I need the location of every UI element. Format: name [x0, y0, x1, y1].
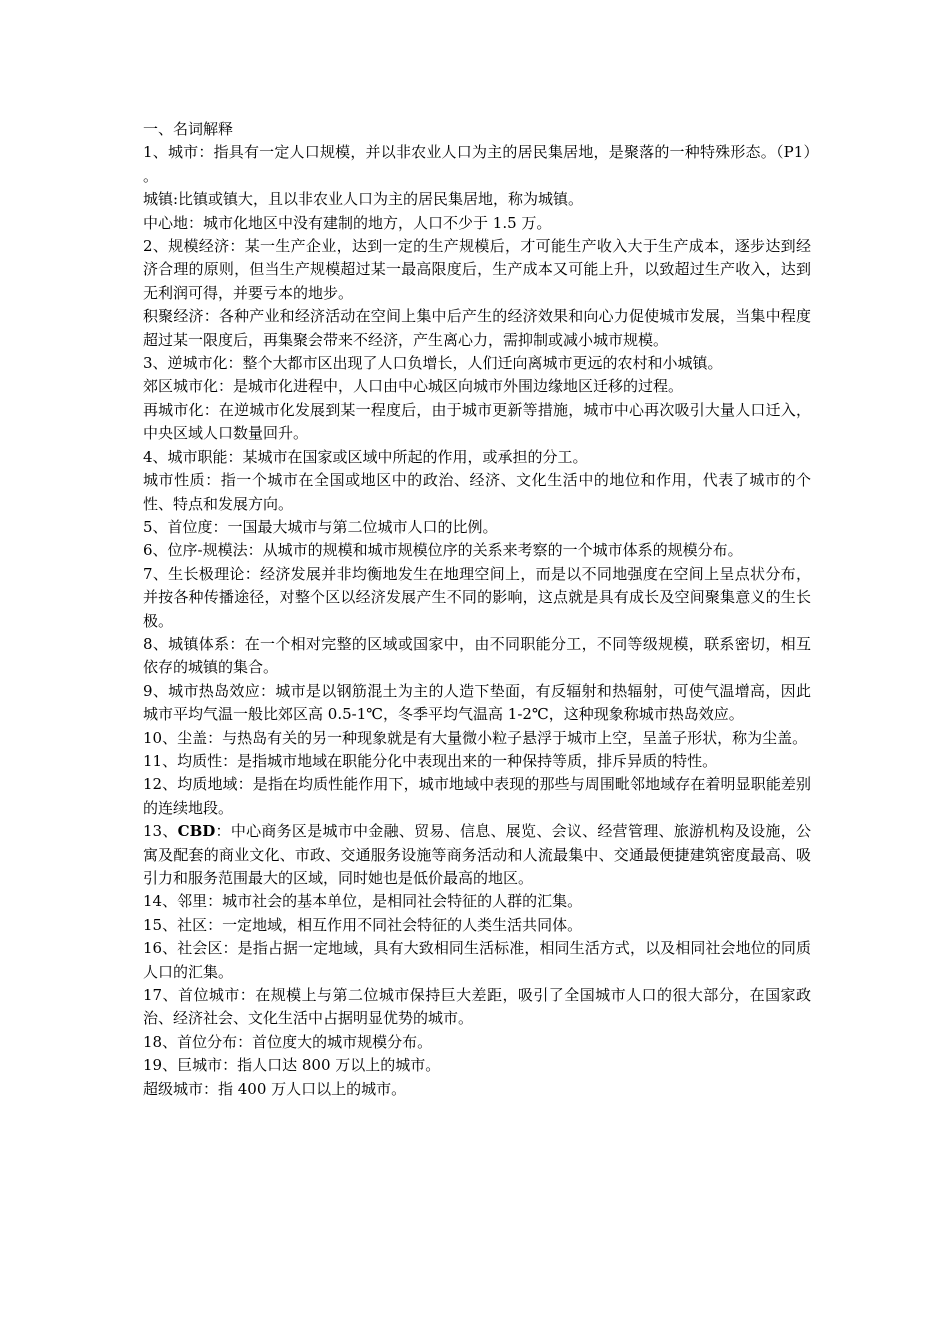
- paragraph-24: 18、首位分布：首位度大的城市规模分布。: [143, 1032, 433, 1051]
- paragraph-10: 城市性质：指一个城市在全国或地区中的政治、经济、文化生活中的地位和作用，代表了城市的个性、特点和发展方向。: [143, 471, 811, 513]
- cbd-term: CBD: [177, 822, 216, 841]
- paragraph-22: 16、社会区：是指占据一定地域，具有大致相同生活标准，相同生活方式，以及相同社会地位的同质人口的汇集。: [143, 939, 811, 981]
- cbd-text: ：中心商务区是城市中金融、贸易、信息、展览、会议、经营管理、旅游机构及设施，公寓及配套的商业文化、市政、交通服务设施等商务活动和人流最集中、交通最便捷建筑密度最高、吸引力和服务范围最大的区域，同时她也是低价最高的地区。: [143, 822, 811, 887]
- paragraph-18: 12、均质地域：是指在均质性能作用下，城市地域中表现的那些与周围毗邻地域存在着明显职能差别的连续地段。: [143, 775, 811, 817]
- paragraph-11: 5、首位度：一国最大城市与第二位城市人口的比例。: [143, 517, 498, 536]
- paragraph-6: 3、逆城市化：整个大都市区出现了人口负增长，人们迁向离城市更远的农村和小城镇。: [143, 354, 723, 373]
- paragraph-16: 10、尘盖：与热岛有关的另一种现象就是有大量微小粒子悬浮于城市上空，呈盖子形状，称为尘盖。: [143, 728, 808, 747]
- section-title: 一、名词解释: [143, 120, 234, 138]
- paragraph-7: 郊区城市化：是城市化进程中，人口由中心城区向城市外围边缘地区迁移的过程。: [143, 377, 684, 396]
- paragraph-8: 再城市化：在逆城市化发展到某一程度后，由于城市更新等措施，城市中心再次吸引大量人口迁入，中央区域人口数量回升。: [143, 400, 811, 443]
- paragraph-21: 15、社区：一定地域，相互作用不同社会特征的人类生活共同体。: [143, 915, 583, 934]
- paragraph-5: 积聚经济：各种产业和经济活动在空间上集中后产生的经济效果和向心力促使城市发展，当集中程度超过某一限度后，再集聚会带来不经济，产生离心力，需抑制或减小城市规模。: [143, 307, 811, 349]
- paragraph-17: 11、均质性：是指城市地域在职能分化中表现出来的一种保持等质，排斥异质的特性。: [143, 751, 718, 770]
- paragraph-23: 17、首位城市：在规模上与第二位城市保持巨大差距，吸引了全国城市人口的很大部分，在国家政治、经济社会、文化生活中占据明显优势的城市。: [143, 986, 811, 1028]
- paragraph-20: 14、邻里：城市社会的基本单位，是相同社会特征的人群的汇集。: [143, 892, 583, 911]
- paragraph-1: 1、城市：指具有一定人口规模，并以非农业人口为主的居民集居地，是聚落的一种特殊形态。（P1） 。: [143, 143, 827, 185]
- cbd-prefix: 13、: [143, 822, 178, 841]
- paragraph-12: 6、位序-规模法：从城市的规模和城市规模位序的关系来考察的一个城市体系的规模分布。: [143, 541, 743, 560]
- paragraph-cbd: [143, 820, 811, 890]
- paragraph-4: 2、规模经济：某一生产企业，达到一定的生产规模后，才可能生产收入大于生产成本，逐步达到经济合理的原则，但当生产规模超过某一最高限度后，生产成本又可能上升，以致超过生产收入，达到无利润可得，并要亏本的地步。: [143, 237, 811, 302]
- paragraph-26: 超级城市：指 400 万人口以上的城市。: [143, 1079, 407, 1098]
- paragraph-2: 城镇:比镇或镇大，且以非农业人口为主的居民集居地，称为城镇。: [143, 190, 584, 209]
- document-body: [143, 118, 827, 1101]
- paragraph-3: 中心地：城市化地区中没有建制的地方，人口不少于 1.5 万。: [143, 213, 552, 232]
- paragraph-15: 9、城市热岛效应：城市是以钢筋混土为主的人造下垫面，有反辐射和热辐射，可使气温增高，因此城市平均气温一般比郊区高 0.5-1℃，冬季平均气温高 1-2℃，这种现象称城市热岛效应。: [143, 681, 811, 724]
- paragraph-14: 8、城镇体系：在一个相对完整的区域或国家中，由不同职能分工，不同等级规模，联系密切，相互依存的城镇的集合。: [143, 634, 811, 677]
- paragraph-13: 7、生长极理论：经济发展并非均衡地发生在地理空间上，而是以不同地强度在空间上呈点状分布，并按各种传播途径，对整个区以经济发展产生不同的影响，这点就是具有成长及空间聚集意义的生长极。: [143, 564, 811, 630]
- paragraph-9: 4、城市职能：某城市在国家或区域中所起的作用，或承担的分工。: [143, 447, 588, 466]
- paragraph-25: 19、巨城市：指人口达 800 万以上的城市。: [143, 1056, 441, 1075]
